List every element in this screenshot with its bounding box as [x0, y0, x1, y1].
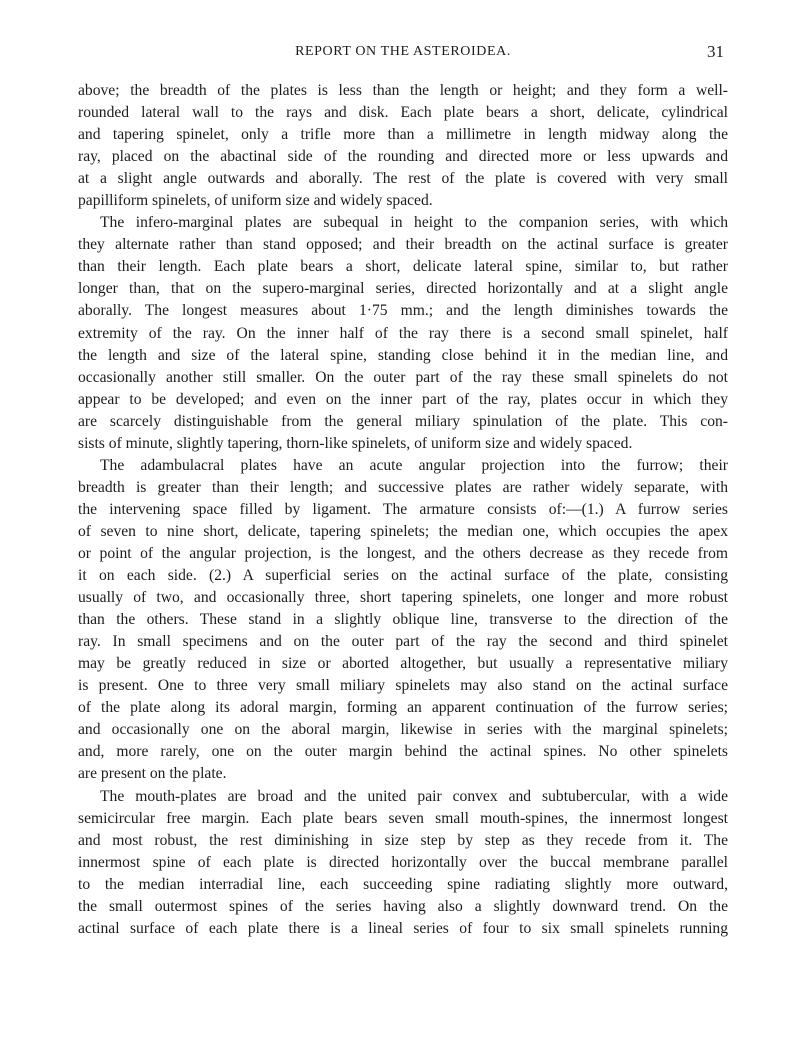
paragraph [78, 455, 728, 786]
text-line: ray, placed on the abactinal side of the rounding and directed more or less upwards and [78, 148, 728, 166]
running-title: REPORT ON THE ASTEROIDEA. [295, 44, 511, 59]
running-header [78, 44, 728, 66]
text-line: they alternate rather than stand opposed; and their breadth on the actinal surface is greater [78, 236, 728, 254]
text-line: than their length. Each plate bears a short, delicate lateral spine, similar to, but rather [78, 258, 728, 276]
text-line: the length and size of the lateral spine, standing close behind it in the median line, and [78, 346, 728, 364]
text-line: are scarcely distinguishable from the general miliary spinulation of the plate. This con- [78, 412, 728, 430]
text-line: or point of the angular projection, is the longest, and the others decrease as they recede from [78, 544, 728, 562]
text-line: ray. In small specimens and on the outer part of the ray the second and third spinelet [78, 633, 728, 651]
text-line: The infero-marginal plates are subequal in height to the companion series, with which [100, 214, 728, 232]
body-text [78, 80, 728, 940]
paragraph [78, 786, 728, 940]
paragraph [78, 212, 728, 455]
text-line: semicircular free margin. Each plate bears seven small mouth-spines, the innermost longest [78, 809, 728, 827]
paragraph [78, 80, 728, 212]
text-line: occasionally another still smaller. On the outer part of the ray these small spinelets do not [78, 368, 728, 386]
text-line: of the plate along its adoral margin, forming an apparent continuation of the furrow series; [78, 699, 728, 717]
text-line: are present on the plate. [78, 765, 227, 783]
text-line: above; the breadth of the plates is less than the length or height; and they form a well- [78, 82, 728, 99]
page-number: 31 [707, 42, 724, 61]
text-line: sists of minute, slightly tapering, thorn-like spinelets, of uniform size and widely spaced. [78, 434, 633, 452]
text-line: to the median interradial line, each succeeding spine radiating slightly more outward, [78, 875, 728, 893]
text-line: than the others. These stand in a slightly oblique line, transverse to the direction of the [78, 611, 728, 629]
text-line: longer than, that on the supero-marginal series, directed horizontally and at a slight angle [78, 280, 728, 298]
text-line: actinal surface of each plate there is a lineal series of four to six small spinelets running [78, 919, 728, 937]
text-line: is present. One to three very small miliary spinelets may also stand on the actinal surface [78, 677, 728, 695]
text-line: and, more rarely, one on the outer margin behind the actinal spines. No other spinelets [78, 743, 728, 761]
text-line: and tapering spinelet, only a trifle more than a millimetre in length midway along the [78, 126, 728, 144]
text-line: extremity of the ray. On the inner half of the ray there is a second small spinelet, half [78, 324, 728, 342]
text-line: aborally. The longest measures about 1·75 mm.; and the length diminishes towards the [78, 302, 728, 320]
text-line: the small outermost spines of the series having also a slightly downward trend. On the [78, 897, 728, 915]
text-line: at a slight angle outwards and aborally. The rest of the plate is covered with very small [78, 170, 728, 188]
text-line: breadth is greater than their length; and successive plates are rather widely separate, with [78, 478, 728, 496]
text-line: may be greatly reduced in size or aborted altogether, but usually a representative miliary [78, 655, 728, 673]
text-line: rounded lateral wall to the rays and disk. Each plate bears a short, delicate, cylindrical [78, 104, 728, 122]
text-line: The mouth-plates are broad and the united pair convex and subtubercular, with a wide [100, 787, 728, 805]
text-line: innermost spine of each plate is directed horizontally over the buccal membrane parallel [78, 853, 728, 871]
text-line: The adambulacral plates have an acute angular projection into the furrow; their [100, 456, 728, 474]
text-line: papilliform spinelets, of uniform size and widely spaced. [78, 192, 433, 210]
text-line: and occasionally one on the aboral margin, likewise in series with the marginal spinelets; [78, 721, 728, 739]
text-line: it on each side. (2.) A superficial series on the actinal surface of the plate, consisting [78, 567, 728, 585]
text-line: the intervening space filled by ligament. The armature consists of:—(1.) A furrow series [78, 500, 728, 518]
text-line: appear to be developed; and even on the inner part of the ray, plates occur in which they [78, 390, 728, 408]
text-line: and most robust, the rest diminishing in size step by step as they recede from it. The [78, 831, 728, 849]
text-line: of seven to nine short, delicate, tapering spinelets; the median one, which occupies the apex [78, 522, 728, 540]
page [78, 0, 728, 940]
text-line: usually of two, and occasionally three, short tapering spinelets, one longer and more robust [78, 589, 728, 607]
